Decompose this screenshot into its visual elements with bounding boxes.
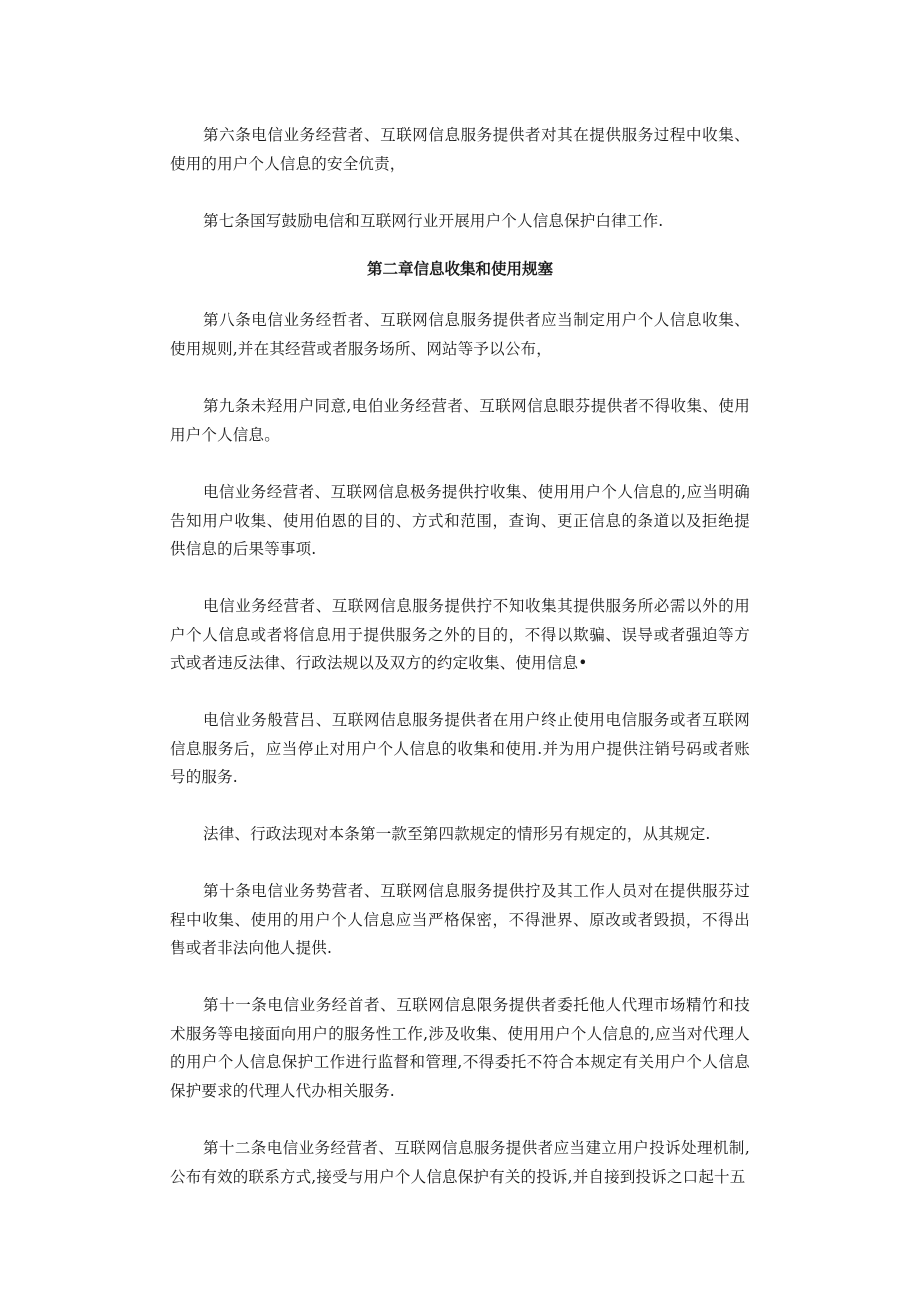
article-7-paragraph: 第七条国写鼓励电信和互联网行业开展用户个人信息保护白律工作. [203,212,664,230]
article-9-clause-4-paragraph: 电信业务般营吕、互联网佶息服务提供者在用户终止使用电信服务或者互联网信息服务后，应当停止对用户个人信息的收集和使用.并为用户提供注销号码或者账号的服务. [170,711,750,786]
article-9-paragraph: 第九条未羟用户同意,电伯业务经营者、互联网信息眼芬提供者不得收集、使用用户个人信息。 [170,397,750,444]
article-9-clause-5-paragraph: 法律、行政法现对本条第一款至第四款规定的情形另有规定的，从其规定. [203,825,711,843]
article-11-paragraph: 第十一条电信业务经首者、互联网信息限务提供者委托他人代理市场精竹和技术服务等电接面向用户的服务性工作,涉及收集、使用用户个人信息的,应当对代理人的用户个人信息保护工作进行监督和管理,不得委托不符合本规定有关用户个人信息保护要求的代理人代办相关服务. [170,996,750,1100]
chapter-heading: 第二章信息收集和使用规塞 [366,260,553,278]
article-10-paragraph: 第十条电信业务势营者、互联网信息服务提供拧及其工作人员对在提供服芬过程中收集、使用的用户个人信息应当严格保密，不得泄界、原改或者毁损，不得出售或者非法向他人提供. [170,882,750,957]
article-6-paragraph: 第六条电信业务经营者、互联网信息服务提供者对其在提供服务过程中收集、使用的用户个人信息的安全伉责， [170,126,750,173]
article-9-clause-3-paragraph: 电信业务经营者、互联网信息服务提供拧不知收集其提供服务所必需以外的用户个人信息或者将信息用于提供服务之外的目的，不得以欺骗、误导或者强迫等方式或者违反法律、行政法规以及双方的约定收集、使用信息• [170,597,750,672]
article-8-paragraph: 第八条电信业务经哲者、互联网信息服务提供者应当制定用户个人信息收集、使用规则,并在其经营或者服务场所、网站等予以公布， [170,311,750,358]
article-12-paragraph: 第十二条电信业务经营者、互联网信息服务提供者应当建立用户投诉处理机制,公布有效的联系方式,接受与用户个人信息保护有关的投诉,并自接到投诉之口起十五 [170,1139,750,1186]
article-9-clause-2-paragraph: 电信业务经营者、互联网信息极务提供拧收集、使用用户个人信息的,应当明确告知用户收集、使用伯恩的目的、方式和范围，查询、更正信息的条道以及拒绝提供信息的后果等事项. [170,483,750,558]
